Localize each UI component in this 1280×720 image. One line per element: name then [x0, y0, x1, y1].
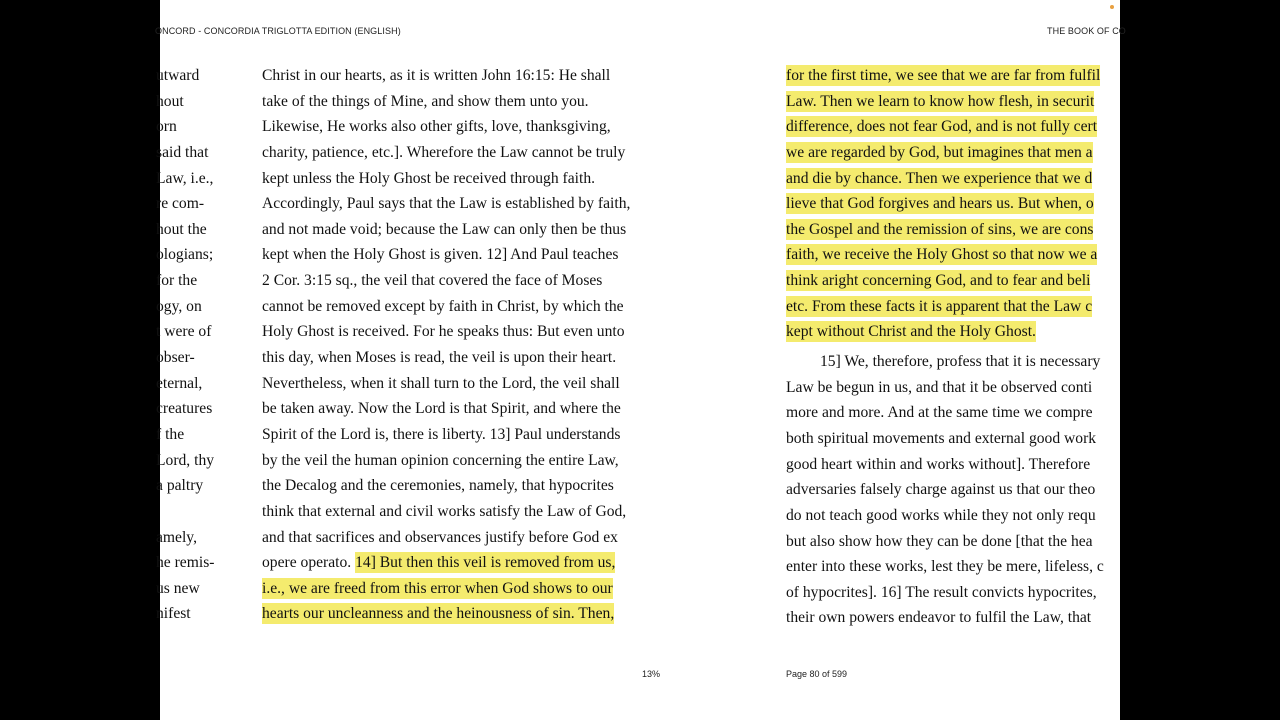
highlighted-text: difference, does not fear God, and is not fully cert: [786, 118, 1098, 136]
text-span: ologians;: [156, 246, 214, 264]
text-line: [786, 294, 1126, 320]
text-line: [786, 268, 1126, 294]
text-span: for the: [156, 272, 198, 290]
text-line: [156, 294, 246, 320]
text-span: Spirit of the Lord is, there is liberty. 13] Paul understands: [262, 425, 621, 443]
text-span: do not teach good works while they not only requ: [786, 506, 1096, 524]
highlighted-text: for the first time, we see that we are far from fulfil: [786, 67, 1101, 84]
progress-dot-icon: [1110, 5, 1114, 9]
text-line: [786, 191, 1126, 217]
text-line: [786, 605, 1126, 631]
text-span: but also show how they can be done [that the hea: [786, 532, 1093, 550]
highlighted-text: kept without Christ and the Holy Ghost.: [786, 323, 1036, 341]
text-span: hout the: [156, 220, 207, 238]
text-span: t were of: [156, 323, 212, 341]
text-line: [786, 400, 1126, 426]
left-page-text-column[interactable]: [156, 63, 246, 627]
text-line: [786, 319, 1126, 345]
page-number: Page 80 of 599: [786, 669, 848, 679]
text-span: f the: [156, 425, 185, 443]
text-line: [156, 319, 246, 345]
text-span: said that: [156, 143, 209, 161]
text-span: be taken away. Now the Lord is that Spirit, and where the: [262, 400, 621, 418]
text-span: kept when the Holy Ghost is given. 12] And Paul teaches: [262, 246, 619, 264]
text-line: [786, 63, 1126, 89]
text-line: [156, 525, 246, 551]
text-span: opere operato.: [262, 554, 356, 572]
text-line: [262, 166, 682, 192]
text-span: creatures: [156, 400, 213, 418]
highlighted-text: 14] But then this veil is removed from us,: [355, 554, 616, 572]
text-span: kept unless the Holy Ghost be received through faith.: [262, 169, 596, 187]
highlighted-text: etc. From these facts it is apparent that the Law c: [786, 297, 1093, 315]
highlighted-text: we are regarded by God, but imagines that men a: [786, 143, 1093, 161]
text-line: [786, 554, 1126, 580]
text-span: us new: [156, 579, 200, 597]
text-line: [786, 375, 1126, 401]
text-span: more and more. And at the same time we compre: [786, 404, 1093, 422]
text-line: [262, 422, 682, 448]
text-line: [786, 580, 1126, 606]
text-line: [786, 114, 1126, 140]
text-span: amely,: [156, 528, 197, 546]
text-span: obser-: [156, 349, 195, 367]
highlighted-text: think aright concerning God, and to fear and beli: [786, 272, 1091, 290]
text-span: eternal,: [156, 374, 203, 392]
highlighted-text: hearts our uncleanness and the heinousness of sin. Then,: [262, 605, 615, 623]
text-line: [262, 319, 682, 345]
text-line: [786, 217, 1126, 243]
text-span: he remis-: [156, 554, 215, 572]
text-span: and that sacrifices and observances justify before God ex: [262, 528, 618, 546]
text-line: [262, 242, 682, 268]
text-line: [156, 140, 246, 166]
text-line: [156, 448, 246, 474]
text-line: [786, 140, 1126, 166]
text-line: [156, 345, 246, 371]
text-line: [156, 242, 246, 268]
text-span: Law be begun in us, and that it be observed conti: [786, 378, 1093, 396]
text-span: the Decalog and the ceremonies, namely, that hypocrites: [262, 477, 614, 495]
text-line: [786, 503, 1126, 529]
text-span: Lord, thy: [156, 451, 215, 469]
text-line: [156, 268, 246, 294]
text-line: [156, 601, 246, 627]
text-line: [262, 268, 682, 294]
text-line: [262, 294, 682, 320]
text-line: [156, 396, 246, 422]
middle-page-text-column[interactable]: [262, 63, 682, 627]
text-line: [262, 217, 682, 243]
text-line: [262, 140, 682, 166]
text-line: [156, 371, 246, 397]
text-line: [262, 114, 682, 140]
text-line: [786, 426, 1126, 452]
text-span: by the veil the human opinion concerning the entire Law,: [262, 451, 619, 469]
text-span: charity, patience, etc.]. Wherefore the Law cannot be truly: [262, 143, 626, 161]
text-line: [262, 550, 682, 576]
highlighted-text: faith, we receive the Holy Ghost so that now we a: [786, 246, 1098, 264]
text-line: [786, 349, 1126, 375]
reader-page-area[interactable]: [155, 0, 1126, 720]
text-line: [786, 477, 1126, 503]
text-line: [262, 525, 682, 551]
text-line: [156, 499, 246, 525]
text-span: orn: [156, 118, 177, 136]
text-line: [156, 191, 246, 217]
text-span: Christ in our hearts, as it is written John 16:15: He shall: [262, 67, 611, 84]
text-line: [262, 601, 682, 627]
text-span: adversaries falsely charge against us that our theo: [786, 481, 1096, 499]
text-line: [262, 191, 682, 217]
text-line: [262, 345, 682, 371]
running-head-left: ONCORD - CONCORDIA TRIGLOTTA EDITION (ENGLISH): [155, 26, 401, 36]
text-span: think that external and civil works satisfy the Law of God,: [262, 502, 627, 520]
text-line: [156, 114, 246, 140]
reading-progress-percent: 13%: [642, 669, 661, 679]
right-page-text-column[interactable]: [786, 63, 1126, 631]
text-line: [156, 576, 246, 602]
highlighted-text: the Gospel and the remission of sins, we are cons: [786, 220, 1094, 238]
text-line: [156, 89, 246, 115]
text-span: Likewise, He works also other gifts, love, thanksgiving,: [262, 118, 611, 136]
text-span: both spiritual movements and external good work: [786, 429, 1097, 447]
text-line: [786, 242, 1126, 268]
text-span: Holy Ghost is received. For he speaks thus: But even unto: [262, 323, 625, 341]
text-span: good heart within and works without]. Therefore: [786, 455, 1091, 473]
text-span: Law, i.e.,: [156, 169, 214, 187]
text-span: enter into these works, lest they be mere, lifeless, c: [786, 558, 1104, 576]
text-line: [786, 166, 1126, 192]
text-span: utward: [156, 67, 200, 84]
highlighted-text: Law. Then we learn to know how flesh, in securit: [786, 92, 1095, 110]
text-line: [156, 166, 246, 192]
text-line: [156, 550, 246, 576]
text-span: ogy, on: [156, 297, 202, 315]
text-span: re com-: [156, 195, 205, 213]
text-span: nifest: [156, 605, 191, 623]
text-span: and not made void; because the Law can only then be thus: [262, 220, 627, 238]
text-line: [262, 473, 682, 499]
text-span: Accordingly, Paul says that the Law is established by faith,: [262, 195, 631, 213]
text-line: [156, 473, 246, 499]
text-span: take of the things of Mine, and show them unto you.: [262, 92, 589, 110]
text-line: [262, 371, 682, 397]
text-line: [262, 576, 682, 602]
highlighted-text: lieve that God forgives and hears us. But when, o: [786, 195, 1094, 213]
highlighted-text: and die by chance. Then we experience that we d: [786, 169, 1093, 187]
text-span: of hypocrites]. 16] The result convicts hypocrites,: [786, 583, 1097, 601]
text-line: [156, 217, 246, 243]
text-span: 15] We, therefore, profess that it is necessary: [820, 353, 1101, 371]
text-line: [262, 63, 682, 89]
text-line: [262, 89, 682, 115]
running-head-right: THE BOOK OF CO: [1047, 26, 1126, 36]
text-span: 2 Cor. 3:15 sq., the veil that covered the face of Moses: [262, 272, 603, 290]
text-span: Nevertheless, when it shall turn to the Lord, the veil shall: [262, 374, 620, 392]
text-line: [786, 89, 1126, 115]
text-line: [786, 529, 1126, 555]
text-span: a paltry: [156, 477, 204, 495]
text-span: this day, when Moses is read, the veil is upon their heart.: [262, 349, 617, 367]
text-line: [786, 452, 1126, 478]
text-span: cannot be removed except by faith in Christ, by which the: [262, 297, 624, 315]
highlighted-text: i.e., we are freed from this error when God shows to our: [262, 579, 613, 597]
text-line: [262, 396, 682, 422]
text-line: [262, 448, 682, 474]
text-span: their own powers endeavor to fulfil the Law, that: [786, 609, 1092, 627]
text-span: hout: [156, 92, 184, 110]
text-line: [156, 422, 246, 448]
text-line: [262, 499, 682, 525]
text-line: [156, 63, 246, 89]
